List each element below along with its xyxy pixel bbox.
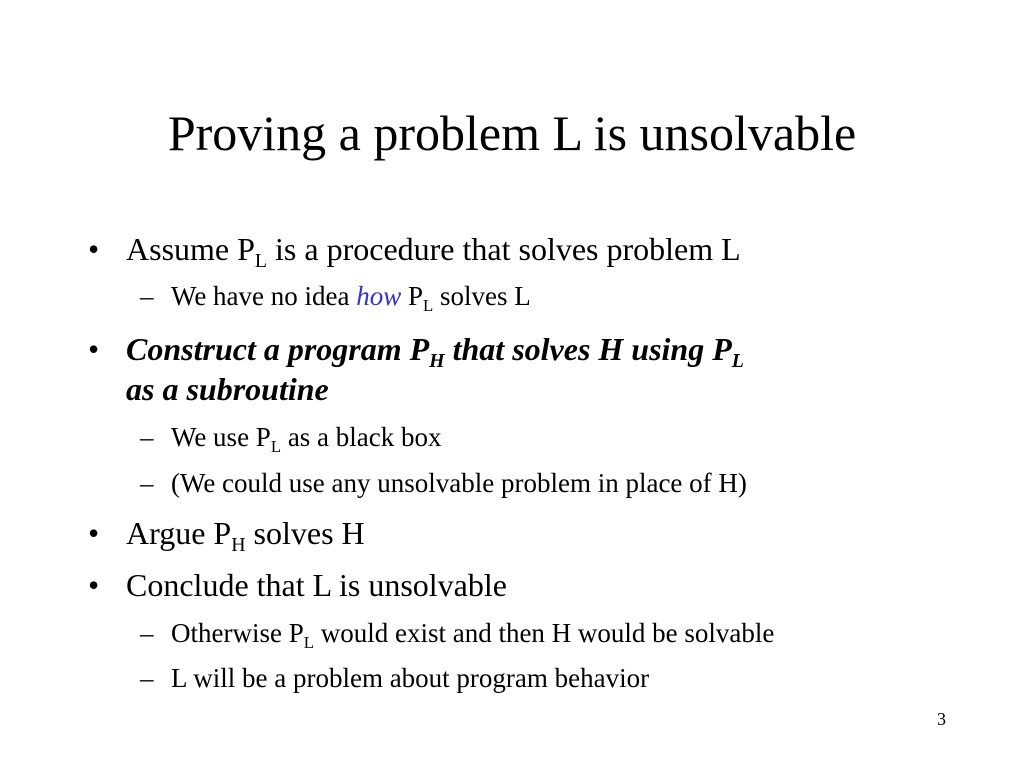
sub-item-dash: – xyxy=(140,663,154,693)
sub-item-dash: – xyxy=(140,422,154,452)
sub-item-4-1: Otherwise $P_L$ would exist and then H would be solvable xyxy=(171,618,775,652)
bullet-item-4-text: Conclude that L is unsolvable xyxy=(126,567,507,603)
sub-item-2-2: (We could use any unsolvable problem in place of H) xyxy=(171,468,747,498)
emphasis-how: how xyxy=(356,281,402,311)
bullet-item-1 xyxy=(88,230,99,268)
sub-item-2-1: We use $P_L$ as a black box xyxy=(171,422,442,456)
sub-item-1-1: We have no idea how $P_L$ solves L xyxy=(171,281,531,315)
bullet-glyph: • xyxy=(88,231,100,267)
page-number: 3 xyxy=(937,709,946,729)
bullet-item-1-text: Assume $P_L$ is a procedure that solves problem L xyxy=(126,231,741,272)
bullet-item-2: • xyxy=(88,331,100,367)
sub-item-4-2: L will be a problem about program behavior xyxy=(171,663,650,693)
bullet-item-3-text: Argue $P_H$ solves H xyxy=(126,515,365,556)
bullet-item-2-text-line2: as a subroutine xyxy=(126,371,329,407)
sub-item-dash: – xyxy=(140,468,154,498)
bullet-item-3: • xyxy=(88,515,100,551)
sub-item-dash: – xyxy=(140,281,154,311)
bullet-item-4: • xyxy=(88,567,100,603)
slide-title: Proving a problem L is unsolvable xyxy=(167,105,857,161)
bullet-item-2-text: Construct a program $P_H$ that solves H using $P_L$ xyxy=(126,331,744,372)
sub-item-dash: – xyxy=(140,618,154,648)
